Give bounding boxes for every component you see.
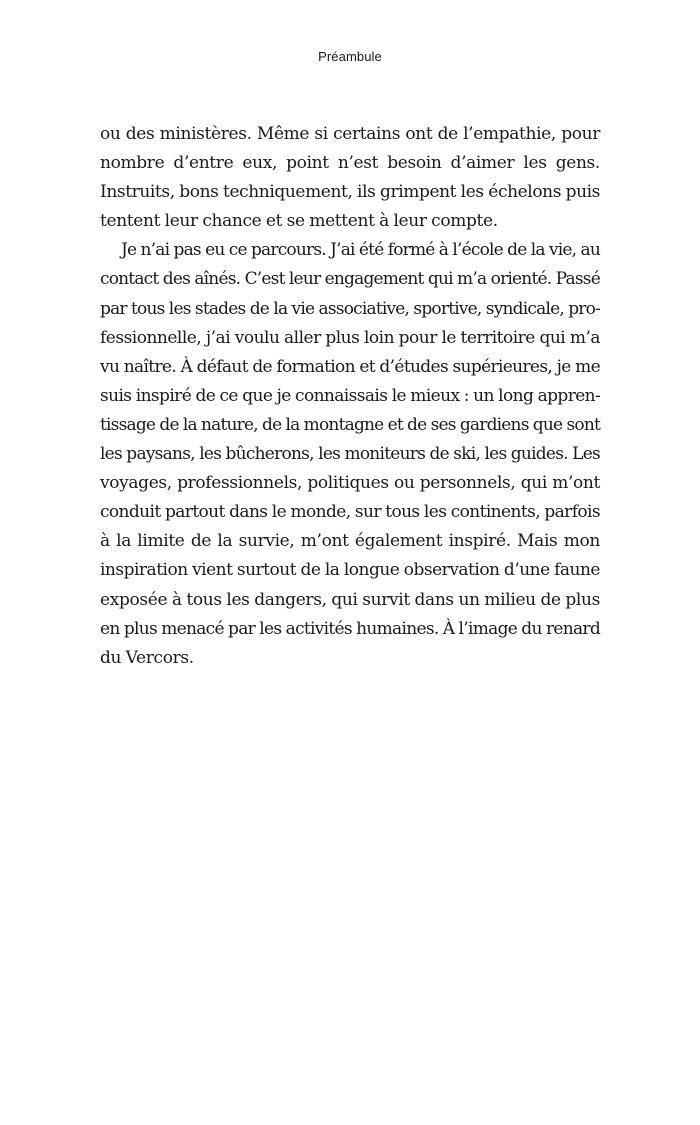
text-line: Instruits, bons techniquement, ils grimpent les échelons puis bbox=[100, 182, 600, 203]
text-line: voyages, professionnels, politiques ou personnels, qui m’ont bbox=[100, 473, 600, 494]
text-line: en plus menacé par les activités humaines. À l’image du renard bbox=[100, 618, 601, 639]
text-line: à la limite de la survie, m’ont également inspiré. Mais mon bbox=[100, 531, 600, 552]
text-line: vu naître. À défaut de formation et d’études supérieures, je me bbox=[100, 356, 600, 377]
running-head: Préambule bbox=[318, 49, 382, 64]
text-line: conduit partout dans le monde, sur tous les continents, parfois bbox=[100, 502, 600, 523]
text-line: contact des aînés. C’est leur engagement qui m’a orienté. Passé bbox=[100, 269, 600, 290]
body-text bbox=[100, 120, 600, 673]
text-line: inspiration vient surtout de la longue observation d’une faune bbox=[100, 560, 600, 581]
paragraph-2 bbox=[100, 236, 600, 672]
text-line: ou des ministères. Même si certains ont de l’empathie, pour bbox=[100, 124, 600, 144]
text-line: tissage de la nature, de la montagne et de ses gardiens que sont bbox=[100, 414, 600, 435]
text-line: par tous les stades de la vie associative, sportive, syndicale, pro- bbox=[100, 298, 600, 319]
text-line: suis inspiré de ce que je connaissais le mieux : un long appren- bbox=[100, 385, 601, 406]
text-line: Je n’ai pas eu ce parcours. J’ai été formé à l’école de la vie, au bbox=[121, 240, 600, 261]
text-line: du Vercors. bbox=[100, 647, 194, 668]
text-line: tentent leur chance et se mettent à leur compte. bbox=[100, 211, 498, 232]
text-line: fessionnelle, j’ai voulu aller plus loin pour le territoire qui m’a bbox=[100, 327, 600, 348]
text-line: exposée à tous les dangers, qui survit dans un milieu de plus bbox=[100, 589, 600, 610]
paragraph-1 bbox=[100, 120, 600, 236]
text-line: les paysans, les bûcherons, les moniteurs de ski, les guides. Les bbox=[100, 444, 600, 465]
text-line: nombre d’entre eux, point n’est besoin d’aimer les gens. bbox=[100, 153, 600, 174]
